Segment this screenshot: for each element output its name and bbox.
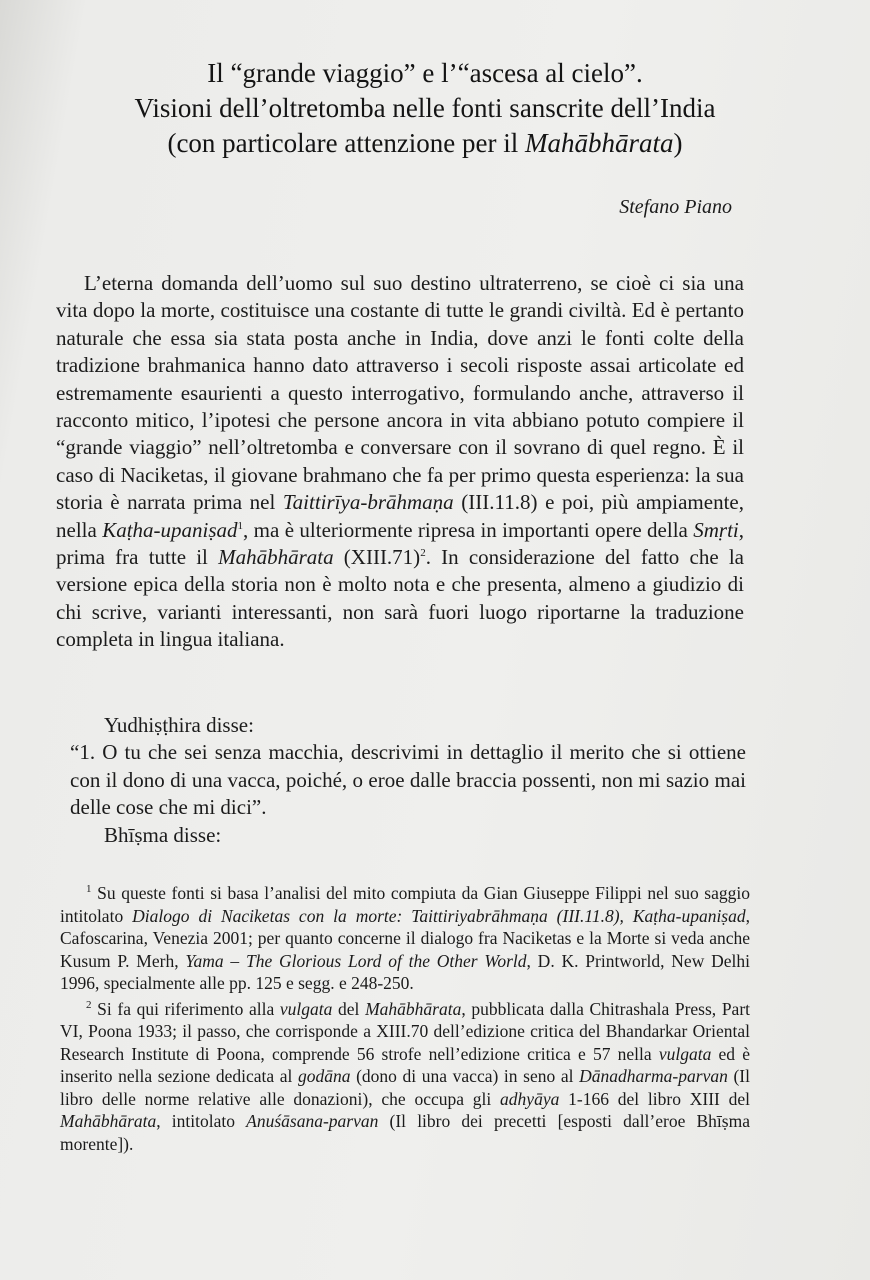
body-taittiriya: Taittirīya-brāhmaṇa bbox=[282, 490, 454, 515]
body-part-3: , ma è ulteriormente ripresa in importanti opere della bbox=[243, 517, 694, 542]
fn2-vulgata-2: vulgata bbox=[658, 1043, 712, 1064]
footnote-2 bbox=[60, 998, 750, 1156]
title-line-3 bbox=[70, 126, 780, 161]
chapter-title bbox=[70, 56, 780, 161]
title-close-paren: ) bbox=[673, 128, 683, 158]
body-part-6: . In considerazione del fatto che la versione epica della storia non è molto nota e che presenta, almeno a giudizio di chi scrive, varianti interessanti, non sarà fuori luogo riportarne la traduzione completa in lingua italiana. bbox=[56, 545, 744, 652]
fn2-mahabharata-1: Mahābhārata bbox=[365, 998, 462, 1019]
title-line-1: Il “grande viaggio” e l’“ascesa al cielo”. bbox=[207, 58, 643, 88]
fn2-text-m: 1-166 del libro XIII del bbox=[559, 1088, 751, 1109]
speaker-bhisma: Bhīṣma disse: bbox=[104, 822, 222, 847]
verse-1: “1. O tu che sei senza macchia, descrivimi in dettaglio il merito che si ottiene con il dono di una vacca, poiché, o eroe dalle braccia possenti, non mi sazio mai delle cose che mi dici”. bbox=[70, 740, 746, 820]
fn2-text-e: , pubblicata dalla Chitrashala Press, Part VI, Poona 1933; il passo, che corrisponde a XIII.70 dell’edizione critica del Bhandarkar Oriental Research Institute di Poona, comprende 56 strofe nell’edizione critica e 57 nella bbox=[60, 998, 751, 1064]
body-part-4: , prima fra tutte il bbox=[56, 517, 745, 570]
fn2-text-i: (dono di una vacca) in seno al bbox=[350, 1066, 580, 1086]
fn2-adhyaya: adhyāya bbox=[500, 1088, 560, 1109]
fn2-godana: godāna bbox=[297, 1066, 351, 1086]
fn1-text-a: Su queste fonti si basa l’analisi del mito compiuta da Gian Giuseppe Filippi nel suo saggio intitolato bbox=[60, 883, 750, 926]
body-part-2: (III.11.8) e poi, più ampiamente, nella bbox=[56, 490, 744, 542]
fn2-mahabharata-2: Mahābhārata bbox=[60, 1111, 157, 1131]
title-line-3-text: (con particolare attenzione per il bbox=[167, 128, 526, 158]
body-smrti: Smṛti bbox=[693, 517, 739, 542]
fn1-title: Dialogo di Naciketas con la morte: Taittiriyabrāhmaṇa (III.11.8), Kaṭha-upaniṣad bbox=[132, 905, 746, 926]
body-part-1: L’eterna domanda dell’uomo sul suo destino ultraterreno, se cioè ci sia una vita dopo la morte, costituisce una costante di tutte le grandi civiltà. Ed è pertanto naturale che essa sia stata posta anche in India, dove anzi le fonti colte della tradizione brahmanica hanno dato attraverso i secoli risposte assai articolate ed estremamente esaurienti a questo interrogativo, formulando anche, attraverso il racconto mitico, l’ipotesi che persone ancora in vita abbiano potuto compiere il “grande viaggio” nell’oltretomba e conversare con il sovrano di quel regno. È il caso di Naciketas, il giovane brahmano che fa per primo questa esperienza: la sua storia è narrata prima nel bbox=[56, 271, 744, 515]
dialogue-block bbox=[70, 712, 746, 849]
main-paragraph bbox=[56, 270, 744, 654]
fn2-text-a: Si fa qui riferimento alla bbox=[91, 998, 280, 1019]
footnote-1-number: 1 bbox=[86, 883, 92, 896]
fn2-vulgata-1: vulgata bbox=[279, 998, 333, 1019]
speaker-yudhisthira: Yudhiṣṭhira disse: bbox=[104, 713, 254, 737]
fn2-text-c: del bbox=[332, 998, 366, 1019]
fn2-text-k: (Il libro delle norme relative alle donazioni), che occupa gli bbox=[60, 1066, 750, 1109]
fn2-danadharma: Dānadharma-parvan bbox=[579, 1066, 728, 1086]
body-part-5: (XIII.71) bbox=[333, 545, 421, 570]
author-name: Stefano Piano bbox=[619, 196, 732, 218]
body-mahabharata: Mahābhārata bbox=[218, 545, 334, 570]
footnote-2-number: 2 bbox=[86, 998, 92, 1011]
fn1-text-e: , D. K. Printworld, New Delhi 1996, specialmente alle pp. 125 e segg. e 248-250. bbox=[60, 950, 751, 993]
fn1-text-c: , Cafoscarina, Venezia 2001; per quanto concerne il dialogo fra Naciketas e la Morte si veda anche Kusum P. Merh, bbox=[60, 905, 750, 971]
title-mahabharata: Mahābhārata bbox=[525, 128, 674, 158]
fn2-text-g: ed è inserito nella sezione dedicata al bbox=[60, 1043, 750, 1086]
fn2-anusasana: Anuśāsana-parvan bbox=[246, 1111, 379, 1131]
body-katha: Kaṭha-upaniṣad bbox=[102, 517, 238, 542]
footnote-ref-2[interactable]: 2 bbox=[420, 547, 426, 560]
footnote-1 bbox=[60, 882, 750, 995]
fn2-text-q: (Il libro dei precetti [esposti dall’eroe Bhīṣma morente]). bbox=[60, 1111, 750, 1154]
title-line-2: Visioni dell’oltretomba nelle fonti sanscrite dell’India bbox=[134, 93, 716, 123]
fn2-text-o: , intitolato bbox=[156, 1111, 247, 1131]
footnote-ref-1[interactable]: 1 bbox=[237, 519, 244, 532]
footnotes bbox=[60, 882, 750, 1158]
fn1-title-yama: Yama – The Glorious Lord of the Other World bbox=[185, 950, 527, 971]
